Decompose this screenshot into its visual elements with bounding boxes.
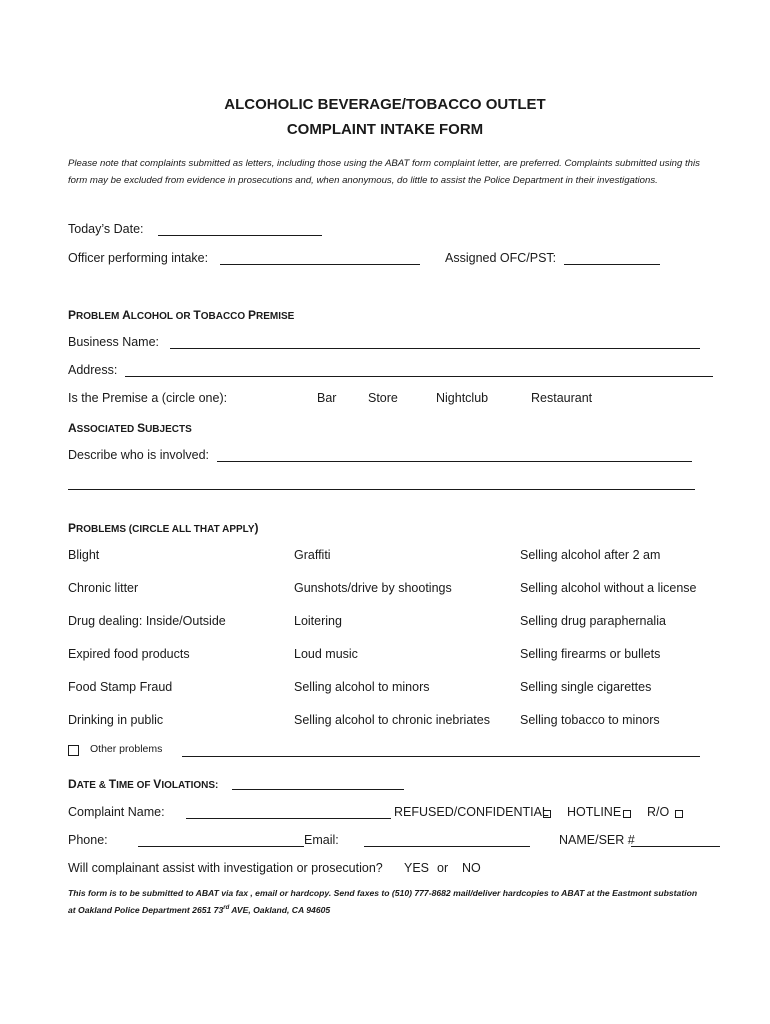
premise-type-store[interactable]: Store [368, 391, 398, 405]
other-problems-field[interactable] [182, 745, 700, 757]
problem-item[interactable]: Selling tobacco to minors [520, 713, 660, 727]
problem-item[interactable]: Food Stamp Fraud [68, 680, 173, 694]
officer-label: Officer performing intake: [68, 251, 209, 265]
footer-line2-sup: rd [223, 905, 230, 911]
violations-field[interactable] [232, 778, 404, 790]
describe-label: Describe who is involved: [68, 448, 210, 462]
problem-item[interactable]: Chronic litter [68, 581, 139, 595]
todays-date-label: Today’s Date: [68, 222, 144, 236]
business-name-field[interactable] [170, 337, 700, 349]
problem-item[interactable]: Selling alcohol after 2 am [520, 548, 661, 562]
assigned-label: Assigned OFC/PST: [445, 251, 557, 265]
refused-confidential-checkbox[interactable] [543, 810, 551, 818]
violations-label: DATE & TIME OF VIOLATIONS: [68, 777, 219, 791]
problem-item[interactable]: Loitering [294, 614, 342, 628]
officer-field[interactable] [220, 253, 420, 265]
premise-type-bar[interactable]: Bar [317, 391, 337, 405]
subjects-section-title: ASSOCIATED SUBJECTS [68, 421, 192, 435]
premise-section-title: PROBLEM ALCOHOL OR TOBACCO PREMISE [68, 308, 295, 322]
problem-item[interactable]: Selling alcohol without a license [520, 581, 697, 595]
form-title-line2: COMPLAINT INTAKE FORM [286, 121, 484, 138]
problem-item[interactable]: Drug dealing: Inside/Outside [68, 614, 226, 628]
address-label: Address: [68, 363, 118, 377]
problem-item[interactable]: Blight [68, 548, 100, 562]
hotline-label: HOTLINE [567, 805, 622, 819]
problem-item[interactable]: Drinking in public [68, 713, 164, 727]
form-title-line1: ALCOHOLIC BEVERAGE/TOBACCO OUTLET [224, 96, 546, 113]
problem-item[interactable]: Loud music [294, 647, 358, 661]
assist-question: Will complainant assist with investigation or prosecution? [68, 861, 383, 875]
other-problems-checkbox[interactable] [68, 745, 79, 756]
assist-yes-option[interactable]: YES [404, 861, 430, 875]
footer-line2-end: AVE, Oakland, CA 94605 [229, 904, 331, 915]
complainant-name-field[interactable] [186, 807, 391, 819]
problem-item[interactable]: Expired food products [68, 647, 190, 661]
complainant-name-label: Complaint Name: [68, 805, 165, 819]
footer-instructions [68, 886, 728, 918]
refused-confidential-label: REFUSED/CONFIDENTIAL [394, 805, 549, 819]
assigned-field[interactable] [564, 253, 660, 265]
other-problems-label: Other problems [90, 743, 163, 755]
footer-line2: at Oakland Police Department 2651 73 [68, 904, 224, 915]
problem-item[interactable]: Selling drug paraphernalia [520, 614, 666, 628]
problem-item[interactable]: Selling alcohol to chronic inebriates [294, 713, 490, 727]
premise-type-nightclub[interactable]: Nightclub [436, 391, 489, 405]
problems-section-title: PROBLEMS (CIRCLE ALL THAT APPLY) [68, 521, 259, 535]
describe-field[interactable] [217, 450, 692, 462]
name-ser-field[interactable] [631, 835, 720, 847]
ro-label: R/O [647, 805, 670, 819]
notice-text: Please note that complaints submitted as letters, including those using the ABAT form complaint letter, are preferred. Complaints submitted using this form may be excluded from evidence in prosecutions and, when anonymous, do little to assist the Police Department in their investigations. [68, 158, 700, 186]
todays-date-field[interactable] [158, 224, 322, 236]
describe-field-line2[interactable] [68, 478, 695, 490]
phone-label: Phone: [68, 833, 108, 847]
name-ser-label: NAME/SER # [559, 833, 635, 847]
email-label: Email: [304, 833, 339, 847]
premise-type-restaurant[interactable]: Restaurant [531, 391, 593, 405]
problem-item[interactable]: Selling alcohol to minors [294, 680, 430, 694]
phone-field[interactable] [138, 835, 304, 847]
assist-or-text: or [437, 861, 449, 875]
problem-item[interactable]: Graffiti [294, 548, 331, 562]
email-field[interactable] [364, 835, 530, 847]
hotline-checkbox[interactable] [623, 810, 631, 818]
problem-item[interactable]: Gunshots/drive by shootings [294, 581, 452, 595]
address-field[interactable] [125, 365, 713, 377]
problem-item[interactable]: Selling firearms or bullets [520, 647, 661, 661]
premise-type-label: Is the Premise a (circle one): [68, 391, 228, 405]
assist-no-option[interactable]: NO [462, 861, 481, 875]
business-name-label: Business Name: [68, 335, 160, 349]
ro-checkbox[interactable] [675, 810, 683, 818]
problem-item[interactable]: Selling single cigarettes [520, 680, 652, 694]
footer-line1: This form is to be submitted to ABAT via fax , email or hardcopy. Send faxes to (510) 777-8682 mail/deliver hardcopies to ABAT at the Eastmont substation [68, 888, 698, 898]
